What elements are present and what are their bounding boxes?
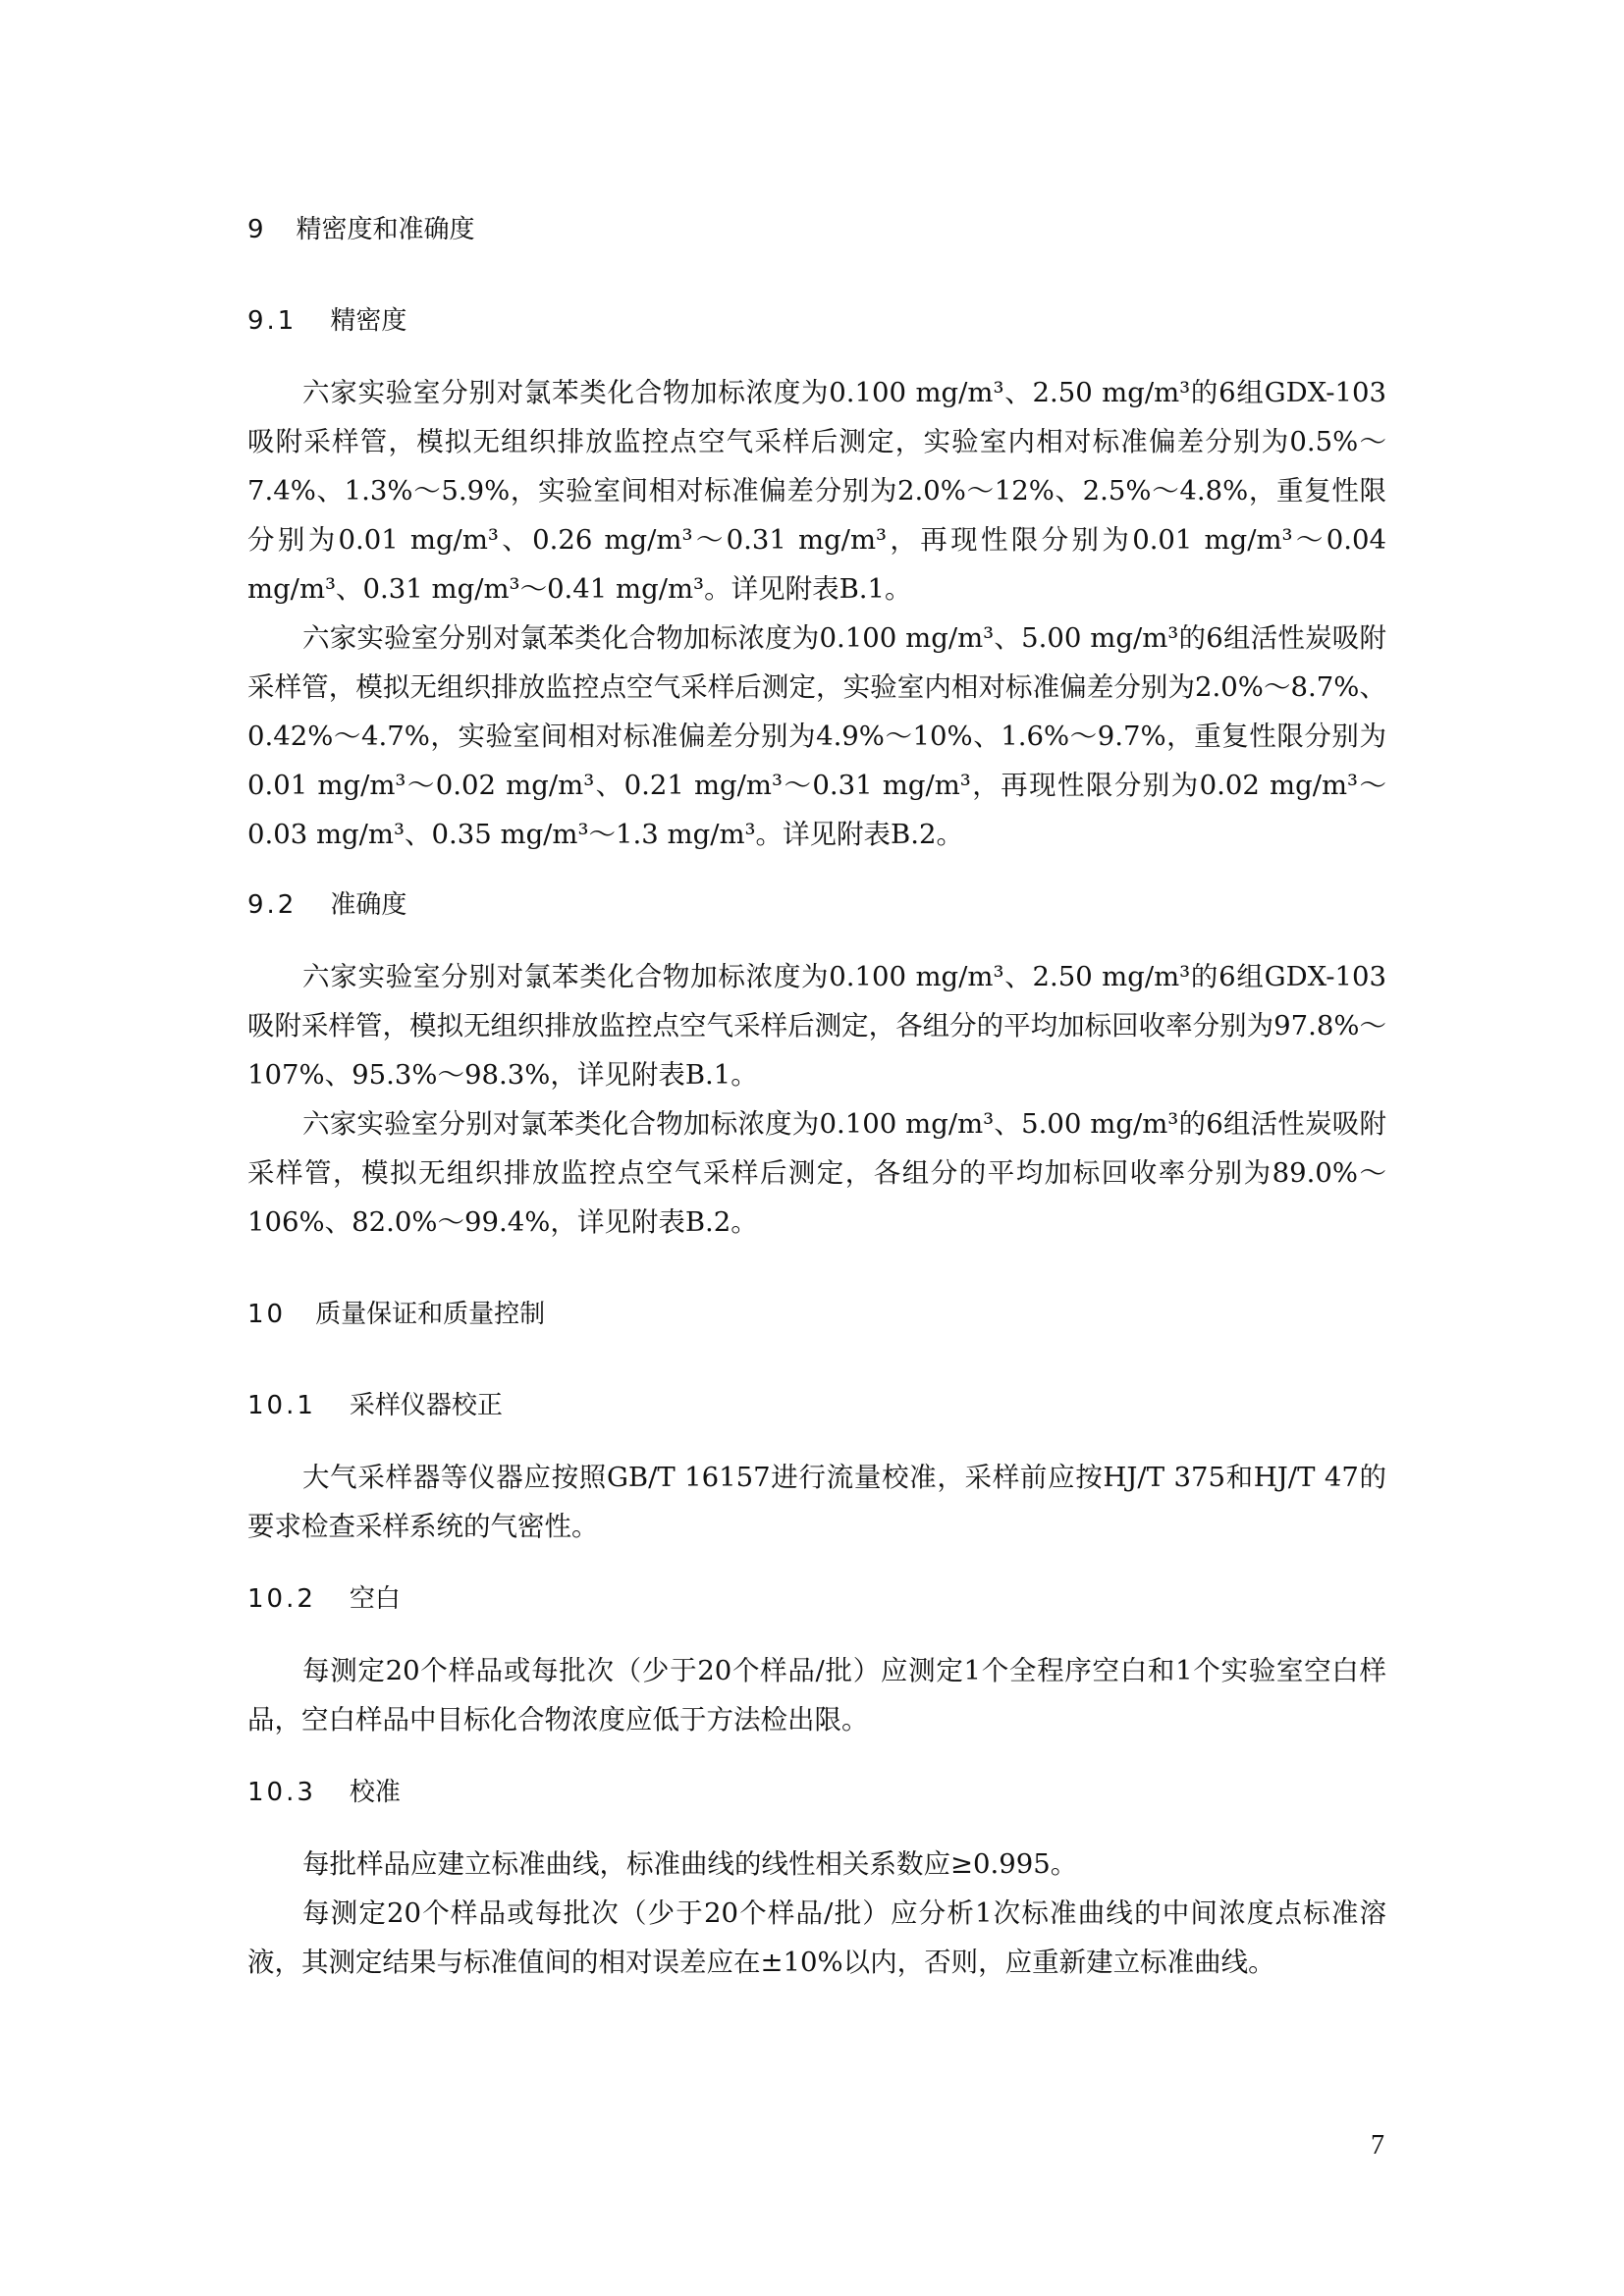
section-title: 采样仪器校正 (349, 1391, 503, 1420)
section-number: 10.3 (247, 1778, 316, 1807)
section-title: 准确度 (330, 890, 407, 920)
paragraph-blank: 每测定20个样品或每批次（少于20个样品/批）应测定1个全程序空白和1个实验室空白样品，空白样品中目标化合物浓度应低于方法检出限。 (247, 1655, 1386, 1735)
section-10-1-heading (247, 1388, 503, 1423)
paragraph-accuracy-gdx103: 六家实验室分别对氯苯类化合物加标浓度为0.100 mg/m³、2.50 mg/m³的6组GDX-103吸附采样管，模拟无组织排放监控点空气采样后测定，各组分的平均加标回收率分别为97.8%～107%、95.3%～98.3%，详见附表B.1。 (247, 961, 1386, 1091)
paragraph-accuracy-activated-carbon: 六家实验室分别对氯苯类化合物加标浓度为0.100 mg/m³、5.00 mg/m³的6组活性炭吸附采样管，模拟无组织排放监控点空气采样后测定，各组分的平均加标回收率分别为89.0%～106%、82.0%～99.4%，详见附表B.2。 (247, 1108, 1386, 1238)
paragraph-instrument-calibration: 大气采样器等仪器应按照GB/T 16157进行流量校准，采样前应按HJ/T 375和HJ/T 47的要求检查采样系统的气密性。 (247, 1462, 1386, 1542)
section-number: 9.1 (247, 306, 298, 336)
section-title: 精密度和准确度 (296, 215, 475, 244)
paragraph-precision-activated-carbon: 六家实验室分别对氯苯类化合物加标浓度为0.100 mg/m³、5.00 mg/m³的6组活性炭吸附采样管，模拟无组织排放监控点空气采样后测定，实验室内相对标准偏差分别为2.0%～8.7%、0.42%～4.7%，实验室间相对标准偏差分别为4.9%～10%、1.6%～9.7%，重复性限分别为0.01 mg/m³～0.02 mg/m³、0.21 mg/m³～0.31 mg/m³，再现性限分别为0.02 mg/m³～0.03 mg/m³、0.35 mg/m³～1.3 mg/m³。详见附表B.2。 (247, 622, 1386, 850)
page-number: 7 (1371, 2130, 1384, 2161)
section-number: 10 (247, 1300, 287, 1329)
section-9-heading (247, 212, 475, 247)
paragraph-calibration-check: 每测定20个样品或每批次（少于20个样品/批）应分析1次标准曲线的中间浓度点标准溶液，其测定结果与标准值间的相对误差应在±10%以内，否则，应重新建立标准曲线。 (247, 1897, 1386, 1978)
section-title: 精密度 (330, 306, 407, 336)
section-title: 校准 (349, 1778, 401, 1807)
section-number: 10.2 (247, 1584, 316, 1614)
section-number: 9 (247, 215, 267, 244)
section-10-heading (247, 1297, 545, 1332)
section-9-1-heading (247, 303, 406, 339)
section-10-2-heading (247, 1581, 401, 1617)
section-title: 空白 (349, 1584, 401, 1614)
section-title: 质量保证和质量控制 (315, 1300, 546, 1329)
section-10-3-heading (247, 1775, 401, 1810)
paragraph-precision-gdx103: 六家实验室分别对氯苯类化合物加标浓度为0.100 mg/m³、2.50 mg/m³的6组GDX-103吸附采样管，模拟无组织排放监控点空气采样后测定，实验室内相对标准偏差分别为0.5%～7.4%、1.3%～5.9%，实验室间相对标准偏差分别为2.0%～12%、2.5%～4.8%，重复性限分别为0.01 mg/m³、0.26 mg/m³～0.31 mg/m³，再现性限分别为0.01 mg/m³～0.04 mg/m³、0.31 mg/m³～0.41 mg/m³。详见附表B.1。 (247, 377, 1386, 605)
paragraph-calibration-curve: 每批样品应建立标准曲线，标准曲线的线性相关系数应≥0.995。 (302, 1848, 1078, 1880)
section-number: 10.1 (247, 1391, 316, 1420)
section-9-2-heading (247, 887, 406, 923)
section-number: 9.2 (247, 890, 298, 920)
